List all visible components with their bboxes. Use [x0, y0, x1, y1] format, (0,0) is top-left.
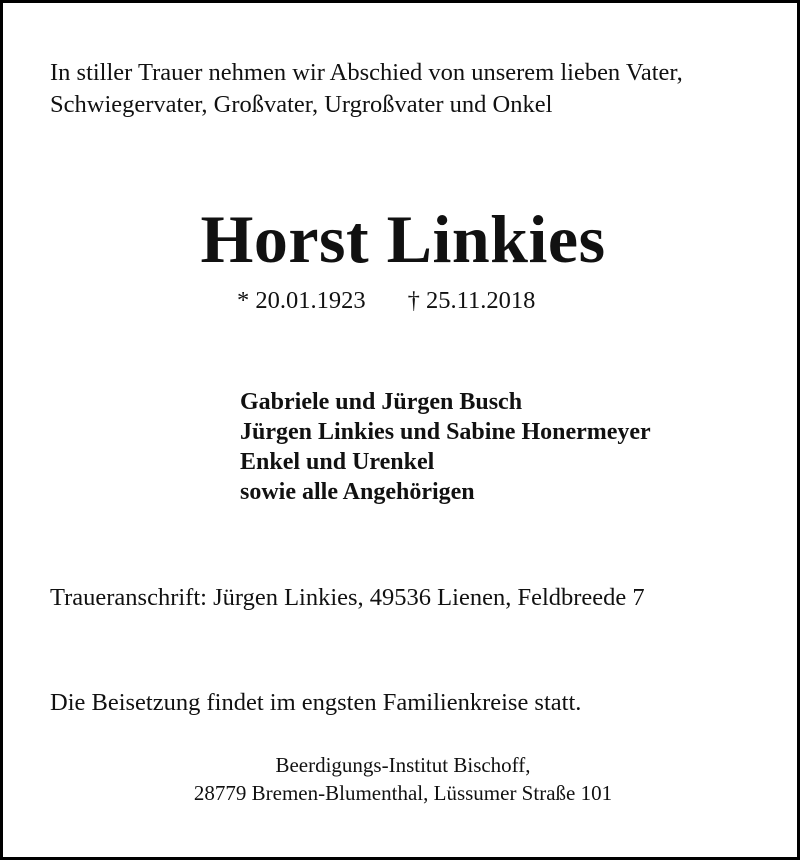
mourner-line: Gabriele und Jürgen Busch	[240, 389, 523, 415]
mourners-list	[240, 387, 651, 507]
intro-text	[50, 57, 683, 121]
mourner-line: Enkel und Urenkel	[240, 449, 435, 475]
mourner-line: Jürgen Linkies und Sabine Honermeyer	[240, 419, 651, 445]
mourning-address: Traueranschrift: Jürgen Linkies, 49536 Lienen, Feldbreede 7	[50, 584, 645, 611]
birth-date: * 20.01.1923	[237, 287, 366, 314]
undertaker-info	[3, 751, 800, 807]
deceased-name: Horst Linkies	[200, 201, 606, 277]
intro-line-1: In stiller Trauer nehmen wir Abschied von unserem lieben Vater,	[50, 59, 683, 86]
death-date: † 25.11.2018	[407, 287, 536, 314]
intro-line-2: Schwiegervater, Großvater, Urgroßvater und Onkel	[50, 91, 553, 118]
life-dates	[237, 286, 535, 316]
mourner-line: sowie alle Angehörigen	[240, 479, 475, 505]
funeral-note: Die Beisetzung findet im engsten Familienkreise statt.	[50, 689, 582, 716]
undertaker-name: Beerdigungs-Institut Bischoff,	[275, 753, 531, 777]
undertaker-address: 28779 Bremen-Blumenthal, Lüssumer Straße 101	[193, 781, 613, 805]
